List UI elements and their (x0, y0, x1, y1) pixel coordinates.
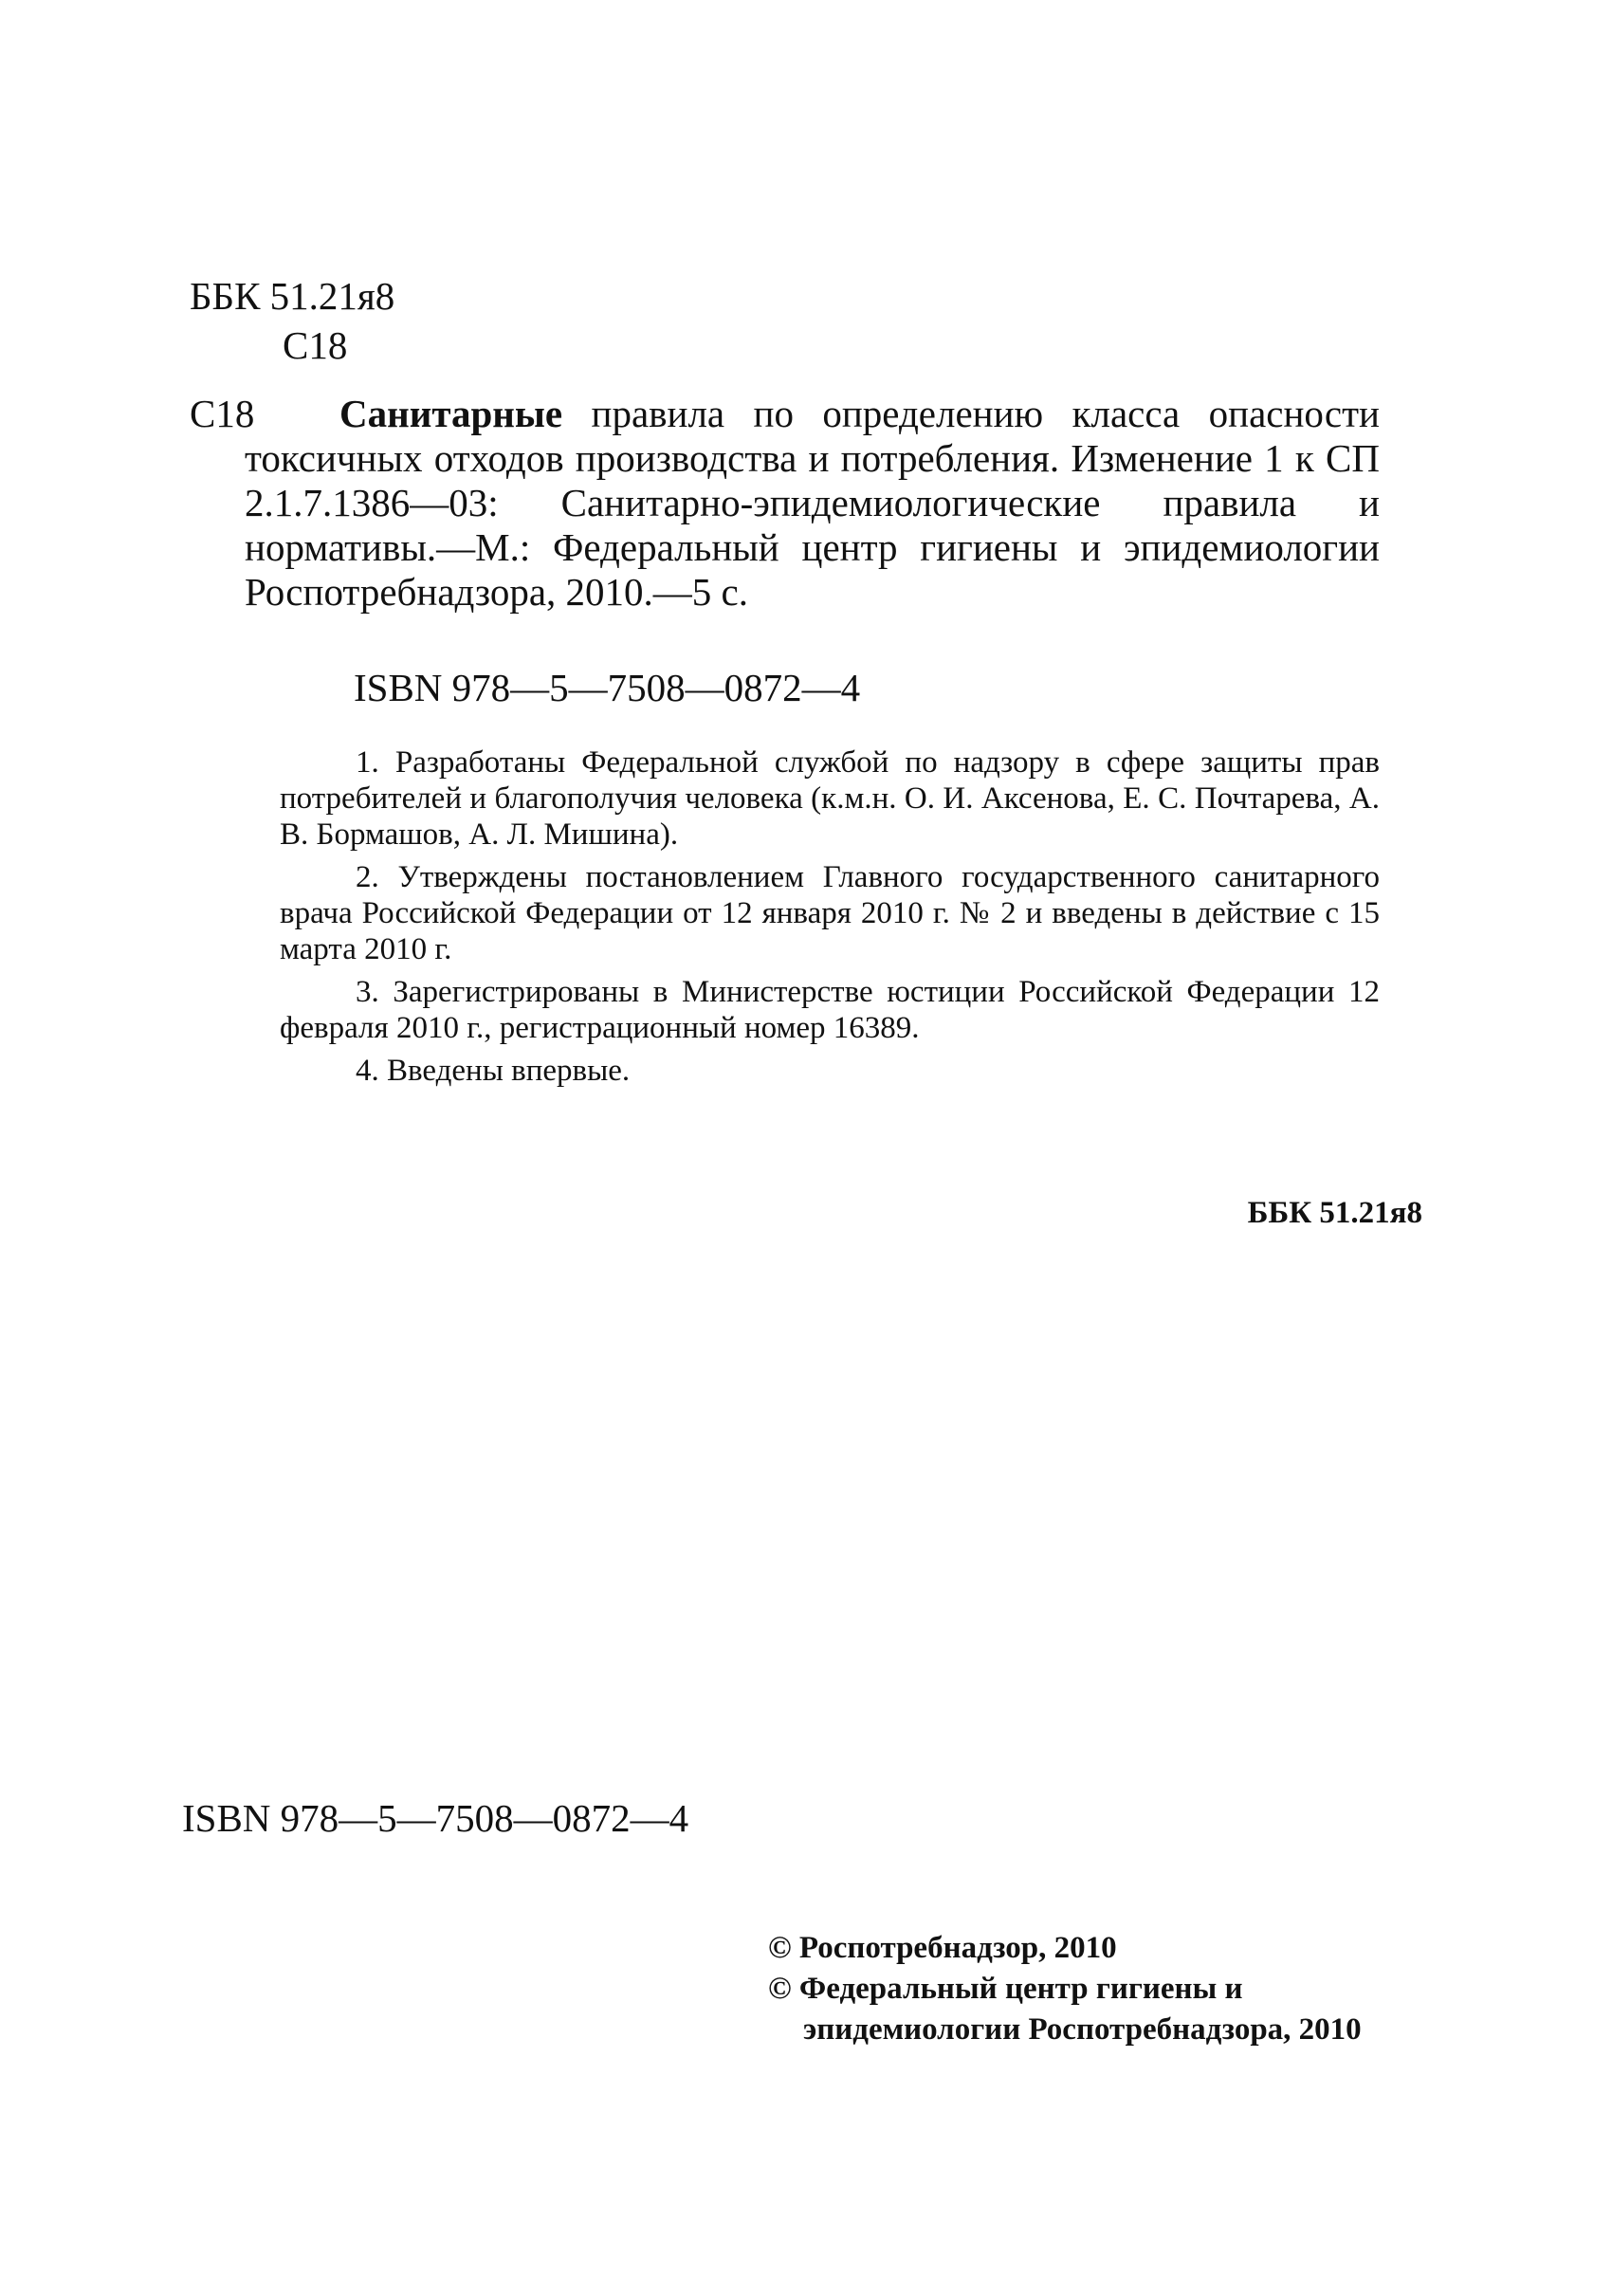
note-item: 2. Утверждены постановлением Главного государственного санитарного врача Российской Федерации от 12 января 2010 г. № 2 и введены в действие с 15 марта 2010 г. (280, 860, 1380, 966)
copyright-line-1: © Роспотребнадзор, 2010 (768, 1931, 1117, 1965)
bbk-code-right: ББК 51.21я8 (1247, 1196, 1422, 1230)
entry-title-bold: Санитарные (339, 392, 563, 435)
isbn-main: ISBN 978—5—7508—0872—4 (354, 666, 861, 709)
entry-description: правила по определению класса опасности токсичных отходов производства и потребления. Изменение 1 к СП 2.1.7.1386—03: Санитарно-эпидемиологические правила и нормативы.—М.: Федеральный центр гигиены и эпидемиологии Роспотребнадзора, 2010.—5 с. (245, 392, 1380, 614)
note-item: 1. Разработаны Федеральной службой по надзору в сфере защиты прав потребителей и благополучия человека (к.м.н. О. И. Аксенова, Е. С. Почтарева, А. В. Бормашов, А. Л. Мишина). (280, 745, 1380, 852)
note-item: 3. Зарегистрированы в Министерстве юстиции Российской Федерации 12 февраля 2010 г., регистрационный номер 16389. (280, 975, 1380, 1045)
copyright-line-2a: © Федеральный центр гигиены и (768, 1972, 1243, 2006)
entry-code: С18 (190, 392, 255, 435)
copyright-block (768, 1928, 1362, 2050)
note-item: 4. Введены впервые. (356, 1054, 631, 1088)
bibliographic-entry (190, 392, 1380, 615)
author-mark-top: С18 (283, 323, 348, 367)
bbk-code-top: ББК 51.21я8 (190, 274, 395, 318)
copyright-line-2b: эпидемиологии Роспотребнадзора, 2010 (803, 2012, 1362, 2047)
isbn-bottom: ISBN 978—5—7508—0872—4 (182, 1796, 689, 1840)
notes-list (280, 744, 1380, 1095)
entry-body (245, 392, 1380, 615)
